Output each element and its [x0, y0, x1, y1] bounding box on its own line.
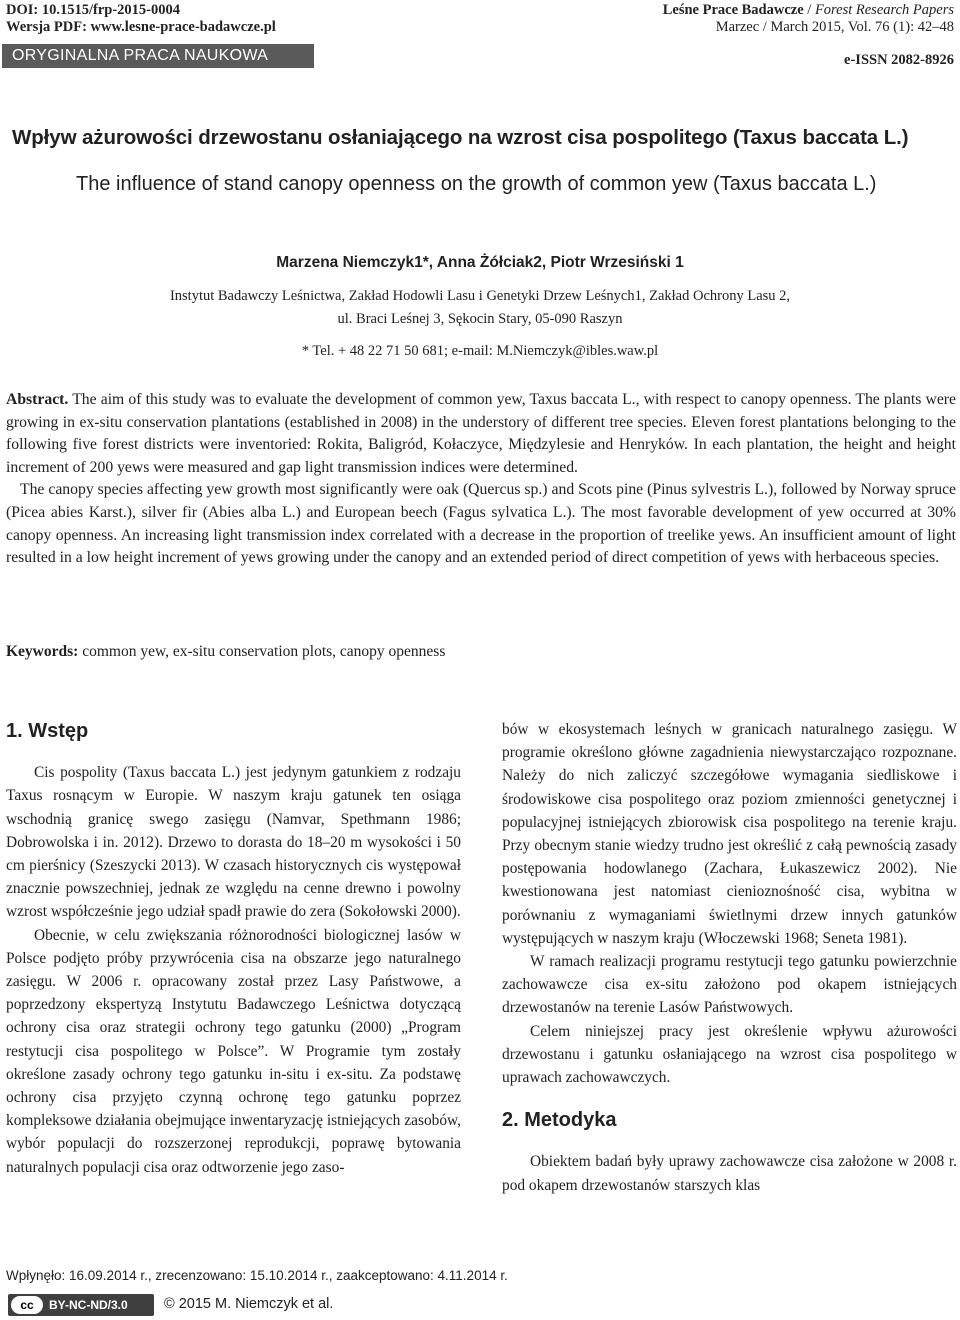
- section-heading-methods: 2. Metodyka: [502, 1109, 617, 1132]
- right-paragraph-3: Celem niniejszej pracy jest określenie wpływu ażurowości drzewostanu i gatunku osłaniającego na wzrost cisa pospolitego w uprawach zachowawczych.: [502, 1022, 957, 1087]
- affiliation-line-2: ul. Braci Leśnej 3, Sękocin Stary, 05-090 Raszyn: [337, 311, 623, 327]
- right-paragraph-2: W ramach realizacji programu restytucji tego gatunku powierzchnie zachowawcze cisa ex-situ założono pod okapem istniejących drzewostanów na terenie Lasów Państwowych.: [502, 953, 957, 1017]
- journal-title-pl: Leśne Prace Badawcze: [662, 2, 804, 18]
- header-right: Leśne Prace Badawcze / Forest Research Papers Marzec / March 2015, Vol. 76 (1): 42–48: [662, 2, 954, 35]
- journal-title-en: Forest Research Papers: [814, 2, 954, 18]
- abstract: [6, 389, 956, 570]
- keywords-text: common yew, ex-situ conservation plots, canopy openness: [82, 643, 446, 660]
- intro-paragraph-2: Obecnie, w celu zwiększania różnorodności biologicznej lasów w Polsce podjęto próby przywrócenia cisa na obszarze jego naturalnego zasięgu. W 2006 r. opracowany został przez Lasy Państwowe, a poprzedzony ekspertyzą Instytutu Badawczego Leśnictwa dotyczącą ochrony cisa oraz strategii ochrony tego gatunku (2000) „Program restytucji cisa pospolitego w Polsce”. W Programie tym zostały określone zasady ochrony tego gatunku in-situ i ex-situ. Za podstawę ochrony cisa przyjęto czynną ochronę tego gatunku poprzez kompleksowe działania obejmujące inwentaryzację istniejących zasobów, wybór populacji do rozszerzonej reprodukcji, poprawę bytowania naturalnych populacji cisa oraz odtworzenie jego zaso-: [6, 926, 461, 1176]
- doi: DOI: 10.1515/frp-2015-0004: [6, 2, 180, 18]
- header-left: [6, 2, 276, 36]
- creative-commons-icon: cc: [11, 1296, 43, 1314]
- contact-info: * Tel. + 48 22 71 50 681; e-mail: M.Niemczyk@ibles.waw.pl: [301, 343, 659, 359]
- keywords-label: Keywords:: [6, 643, 79, 660]
- abstract-paragraph-2: The canopy species affecting yew growth most significantly were oak (Quercus sp.) and Scots pine (Pinus sylvestris L.), followed by Norway spruce (Picea abies Karst.), silver fir (Abies alba L.) and European beech (Fagus sylvatica L.). The most favorable development of yew occurred at 30% canopy openness. An increasing light transmission index correlated with a decrease in the proportion of treelike yews. An insufficient amount of light resulted in a low height increment of yews growing under the canopy and an extended period of direct competition of yews with herbaceous species.: [6, 481, 956, 567]
- pdf-version: Wersja PDF: www.lesne-prace-badawcze.pl: [6, 19, 276, 35]
- title-english: The influence of stand canopy openness on the growth of common yew (Taxus baccata L.): [76, 173, 877, 195]
- left-column: [6, 720, 461, 1179]
- abstract-paragraph-1: Abstract. The aim of this study was to evaluate the development of common yew, Taxus baccata L., with respect to canopy openness. The plants were growing in ex-situ conservation plantations (established in 2008) in the understory of different tree species. Eleven forest plantations belonging to the following five forest districts were inventoried: Rokita, Baligród, Kołaczyce, Międzylesie and Henryków. In each plantation, the height and height increment of 200 yews were measured and gap light transmission indices were determined.: [6, 391, 956, 476]
- issn: e-ISSN 2082-8926: [844, 52, 954, 68]
- issue-info: Marzec / March 2015, Vol. 76 (1): 42–48: [715, 19, 954, 35]
- article-type-banner: ORYGINALNA PRACA NAUKOWA: [2, 44, 314, 68]
- title-polish: Wpływ ażurowości drzewostanu osłaniającego na wzrost cisa pospolitego (Taxus baccata L.): [12, 126, 909, 149]
- right-paragraph-1: bów w ekosystemach leśnych w granicach naturalnego zasięgu. W programie określono główne zagadnienia niewystarczająco rozpoznane. Należy do nich zaliczyć szczegółowe wymagania siedliskowe i środowiskowe cisa pospolitego oraz poziom zmienności genetycznej i populacyjnej istniejących zbiorowisk cisa pospolitego na terenie kraju. Przy obecnym stanie wiedzy trudno jest określić z całą pewnością zasady postępowania hodowlanego (Zachara, Łukaszewicz 2002). Nie kwestionowana jest natomiast cienioznośność cisa, wybitna w porównaniu z wymaganiami świetlnymi drzew innych gatunków występujących w naszym kraju (Włoczewski 1968; Seneta 1981).: [502, 721, 957, 947]
- right-column: [502, 718, 957, 1197]
- authors: Marzena Niemczyk1*, Anna Żółciak2, Piotr Wrzesiński 1: [276, 254, 684, 271]
- intro-paragraph-1: Cis pospolity (Taxus baccata L.) jest jedynym gatunkiem z rodzaju Taxus rosnącym w Europie. W naszym kraju gatunek ten osiąga wschodnią granicę swego zasięgu (Namvar, Spethmann 1986; Dobrowolska i in. 2012). Drzewo to dorasta do 18–20 m wysokości i 50 cm pierśnicy (Szeszycki 2013). W czasach historycznych cis występował znacznie powszechniej, jednak ze względu na cenne drewno i powolny wzrost współcześnie jego udział spadł prawie do zera (Sokołowski 2000).: [6, 764, 461, 921]
- methods-paragraph-1: Obiektem badań były uprawy zachowawcze cisa założone w 2008 r. pod okapem drzewostanów starszych klas: [502, 1153, 957, 1194]
- affiliation-line-1: Instytut Badawczy Leśnictwa, Zakład Hodowli Lasu i Genetyki Drzew Leśnych1, Zakład Ochrony Lasu 2,: [169, 288, 791, 304]
- cc-license-badge[interactable]: [8, 1294, 154, 1316]
- keywords: [6, 643, 445, 661]
- received-dates: Wpłynęło: 16.09.2014 r., zrecenzowano: 15.10.2014 r., zaakceptowano: 4.11.2014 r.: [6, 1268, 508, 1283]
- abstract-label: Abstract.: [6, 391, 69, 408]
- copyright: © 2015 M. Niemczyk et al.: [164, 1296, 334, 1312]
- license-label: BY-NC-ND/3.0: [49, 1298, 128, 1312]
- section-heading-intro: 1. Wstęp: [6, 720, 89, 742]
